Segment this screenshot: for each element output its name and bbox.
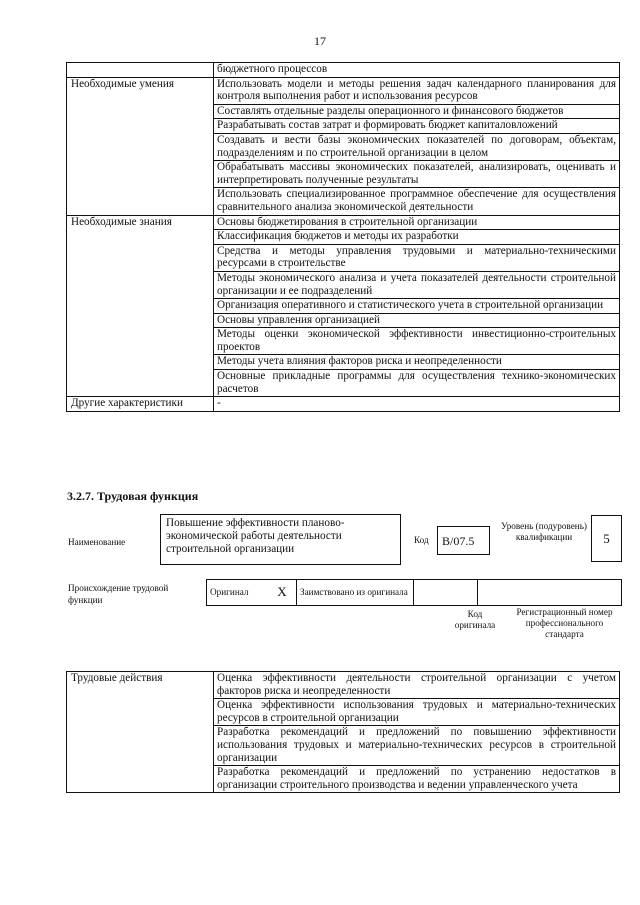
row-item: Разработка рекомендаций и предложений по устранению недостатков в организации строительного производства и ведении управленческого учета xyxy=(214,766,620,793)
origin-row xyxy=(207,580,622,606)
row-item: Средства и методы управления трудовыми и материально-техническими ресурсами в строительстве xyxy=(214,244,620,271)
origin-mark-cell: X xyxy=(268,580,297,606)
table-row xyxy=(67,63,620,78)
function-name-box: Повышение эффективности планово-экономической работы деятельности строительной организации xyxy=(160,514,401,565)
table-row xyxy=(67,672,620,699)
row-label: Трудовые действия xyxy=(67,672,214,793)
table-row xyxy=(67,215,620,230)
origin-borrowed-cell: Заимствовано из оригинала xyxy=(297,580,414,606)
row-item: Создавать и вести базы экономических показателей по договорам, объектам, подразделениям и по строительной организации в целом xyxy=(214,133,620,160)
code-box: B/07.5 xyxy=(437,526,490,555)
table-continuation-cell: бюджетного процессов xyxy=(214,63,620,78)
row-item: Использовать специализированное программное обеспечение для осуществления сравнительного анализа экономической деятельности xyxy=(214,188,620,215)
table-row xyxy=(67,397,620,412)
row-item: Оценка эффективности использования трудовых и материально-технических ресурсов в строительной организации xyxy=(214,699,620,726)
origin-table xyxy=(206,579,622,606)
row-item: Методы оценки экономической эффективности инвестиционно-строительных проектов xyxy=(214,328,620,355)
skills-knowledge-body xyxy=(67,63,620,412)
row-label: Необходимые умения xyxy=(67,77,214,215)
name-label: Наименование xyxy=(68,537,126,547)
row-item: Составлять отдельные разделы операционного и финансового бюджетов xyxy=(214,104,620,119)
code-original-label: Код оригинала xyxy=(454,609,496,630)
row-item: Методы учета влияния факторов риска и неопределенности xyxy=(214,355,620,370)
registration-number-label: Регистрационный номер профессионального стандарта xyxy=(516,607,613,639)
row-item: - xyxy=(214,397,620,412)
row-item: Классификация бюджетов и методы их разработки xyxy=(214,230,620,245)
origin-original-cell: Оригинал xyxy=(207,580,269,606)
row-item: Использовать модели и методы решения задач календарного планирования для контроля выполнения работ и использования ресурсов xyxy=(214,77,620,104)
row-item: Оценка эффективности деятельности строительной организации с учетом факторов риска и неопределенности xyxy=(214,672,620,699)
row-item: Основные прикладные программы для осуществления технико-экономических расчетов xyxy=(214,370,620,397)
labor-actions-table xyxy=(66,671,620,793)
row-item: Методы экономического анализа и учета показателей деятельности строительной организации и ее подразделений xyxy=(214,271,620,298)
origin-reg-number-cell xyxy=(478,580,622,606)
page-number: 17 xyxy=(314,34,326,48)
table-row xyxy=(67,77,620,104)
row-item: Основы управления организацией xyxy=(214,313,620,328)
row-item: Основы бюджетирования в строительной организации xyxy=(214,215,620,230)
row-item: Разрабатывать состав затрат и формировать бюджет капиталовложений xyxy=(214,119,620,134)
section-heading: 3.2.7. Трудовая функция xyxy=(67,489,199,503)
skills-knowledge-table xyxy=(66,62,620,412)
origin-code-cell xyxy=(414,580,478,606)
row-item: Обрабатывать массивы экономических показателей, анализировать, оценивать и интерпретировать полученные результаты xyxy=(214,161,620,188)
qualification-level-box: 5 xyxy=(591,515,622,562)
row-item: Разработка рекомендаций и предложений по повышению эффективности использования трудовых и материально-технических ресурсов в строительной организации xyxy=(214,726,620,766)
origin-label: Происхождение трудовой функции xyxy=(68,583,169,605)
row-label: Необходимые знания xyxy=(67,215,214,397)
labor-actions-body xyxy=(67,672,620,793)
row-label: Другие характеристики xyxy=(67,397,214,412)
table-label-cell xyxy=(67,63,214,78)
row-item: Организация оперативного и статистического учета в строительной организации xyxy=(214,299,620,314)
qualification-level-label: Уровень (подуровень) квалификации xyxy=(501,521,587,542)
code-label: Код xyxy=(414,535,429,545)
